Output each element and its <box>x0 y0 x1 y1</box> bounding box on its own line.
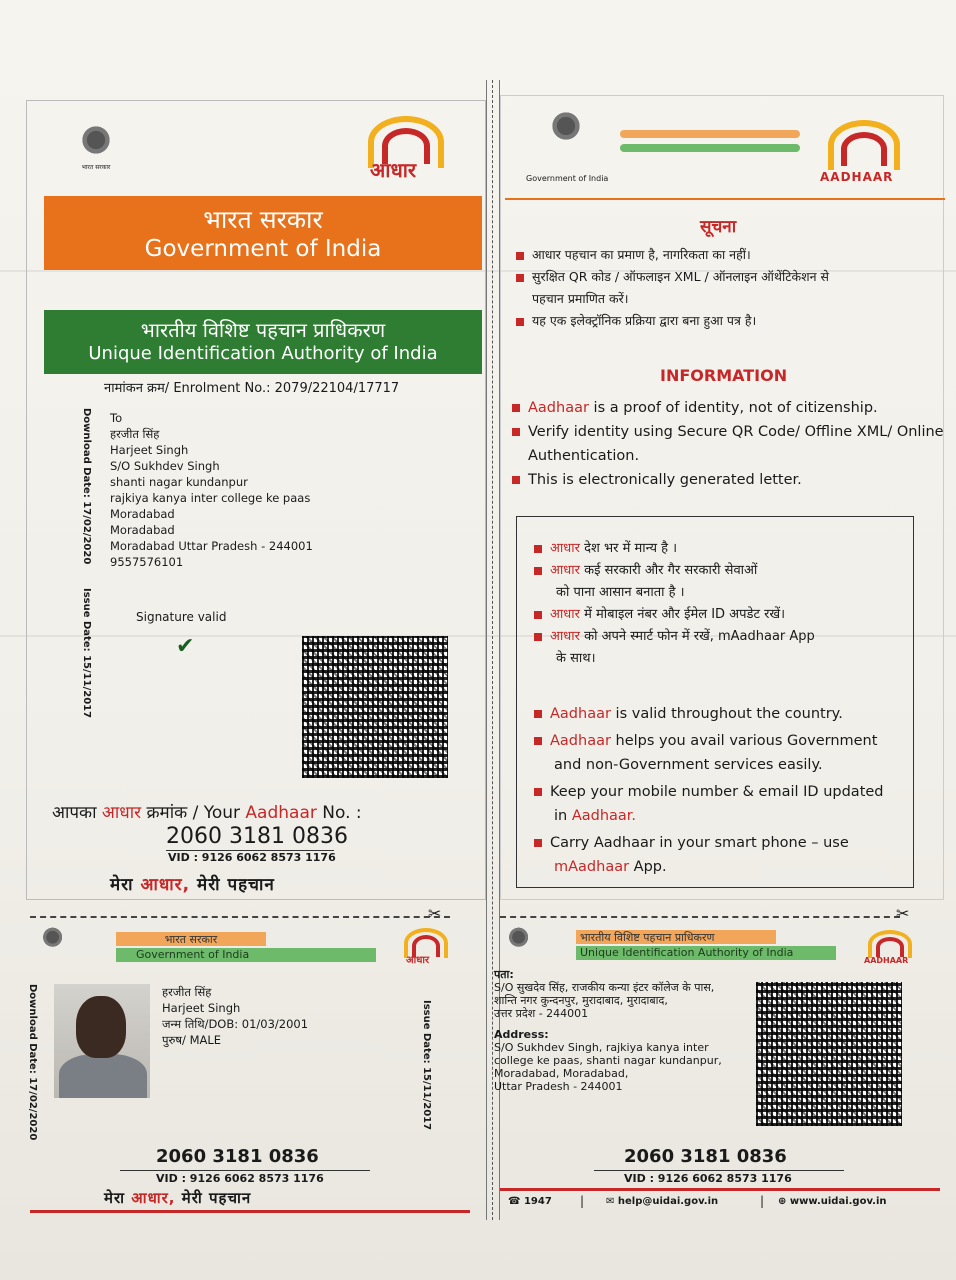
box-english-list: Aadhaar is valid throughout the country. Aadhaar helps you avail various Government and non-Government services easily. Keep your mobile number & email ID updated in Aadhaar. Carry Aadhaar in your smart phone – use mAadhaar App. <box>534 702 884 879</box>
aadhaar-logo: आधार <box>396 926 456 966</box>
information-list: Aadhaar is a proof of identity, not of citizenship. Verify identity using Secure QR Code/ Offline XML/ Online Authentication. This is electronically generated letter. <box>512 396 944 492</box>
number-underline <box>594 1170 844 1171</box>
header-line <box>505 198 945 200</box>
card-tagline: मेरा आधार, मेरी पहचान <box>104 1189 252 1207</box>
number-underline <box>120 1170 370 1171</box>
card-uidai-hi: भारतीय विशिष्ट पहचान प्राधिकरण <box>576 930 776 944</box>
vid-number: VID : 9126 6062 8573 1176 <box>168 851 336 864</box>
box-hindi-list: आधार देश भर में मान्य है । आधार कई सरकारी और गैर सरकारी सेवाओं को पाना आसान बनाता है । आधार में मोबाइल नंबर और ईमेल ID अपडेट रखें। आधार को अपने स्मार्ट फोन में रखें, mAadhaar App के साथ। <box>534 538 815 670</box>
footer-divider: | <box>580 1194 585 1208</box>
card-issue-date: Issue Date: 15/11/2017 <box>421 1000 432 1131</box>
ashoka-emblem-icon: भारत सरकार <box>78 124 114 176</box>
card-uidai-en: Unique Identification Authority of India <box>576 946 836 960</box>
ashoka-emblem-icon <box>506 926 531 962</box>
help-email: ✉ help@uidai.gov.in <box>606 1196 719 1207</box>
signature-status: Signature valid <box>136 610 227 624</box>
aadhaar-label: आपका आधार क्रमांक / Your Aadhaar No. : <box>52 803 362 823</box>
holder-photo <box>54 984 150 1098</box>
card-back-aadhaar-number: 2060 3181 0836 <box>624 1146 787 1167</box>
card-vid: VID : 9126 6062 8573 1176 <box>156 1172 324 1185</box>
aadhaar-logo: AADHAAR <box>860 928 920 968</box>
footer-divider: | <box>760 1194 765 1208</box>
ashoka-emblem-icon <box>40 926 65 962</box>
qr-code <box>302 636 448 778</box>
issue-date: Issue Date: 15/11/2017 <box>81 588 92 719</box>
card-back-vid: VID : 9126 6062 8573 1176 <box>624 1172 792 1185</box>
aadhaar-logo: आधार <box>352 112 462 182</box>
card-back-footer-line <box>500 1188 940 1191</box>
information-title: INFORMATION <box>660 366 788 385</box>
card-qr-code <box>756 982 902 1126</box>
globe-icon: ⊕ <box>778 1196 787 1207</box>
gov-band: भारत सरकार Government of India <box>44 196 482 270</box>
tagline: मेरा आधार, मेरी पहचान <box>110 875 275 895</box>
tricolor-stripe <box>620 144 800 152</box>
card-download-date: Download Date: 17/02/2020 <box>27 984 38 1141</box>
card-aadhaar-number: 2060 3181 0836 <box>156 1146 319 1167</box>
website: ⊕ www.uidai.gov.in <box>778 1196 887 1207</box>
download-date: Download Date: 17/02/2020 <box>81 408 92 565</box>
aadhaar-logo: AADHAAR <box>810 118 920 188</box>
card-gov-hi: भारत सरकार <box>116 932 266 946</box>
cut-line <box>30 916 450 918</box>
card-footer-line <box>30 1210 470 1213</box>
ashoka-emblem-icon <box>548 110 584 162</box>
card-holder-details: हरजीत सिंह Harjeet Singh जन्म तिथि/DOB: 01/03/2001 पुरुष/ MALE <box>162 985 309 1047</box>
checkmark-icon: ✔ <box>176 634 195 659</box>
phone-icon: ☎ <box>508 1196 521 1207</box>
scissors-icon: ✂ <box>428 904 442 923</box>
hindi-notice-list: आधार पहचान का प्रमाण है, नागरिकता का नहीं। सुरक्षित QR कोड / ऑफलाइन XML / ऑनलाइन ऑथेंटिकेशन से पहचान प्रमाणित करें। यह एक इलेक्ट्रॉनिक प्रक्रिया द्वारा बना हुआ पत्र है। <box>516 244 829 332</box>
mail-icon: ✉ <box>606 1196 615 1207</box>
uidai-band: भारतीय विशिष्ट पहचान प्राधिकरण Unique Identification Authority of India <box>44 310 482 374</box>
tricolor-stripe <box>620 130 800 138</box>
cut-line <box>500 916 900 918</box>
recipient-address: To हरजीत सिंह Harjeet Singh S/O Sukhdev Singh shanti nagar kundanpur rajkiya kanya inter college ke paas Moradabad Moradabad Moradabad Uttar Pradesh - 244001 9557576101 <box>110 411 313 569</box>
card-address-hindi: पता: S/O सुखदेव सिंह, राजकीय कन्या इंटर कॉलेज के पास, शान्ति नगर कुन्दनपुर, मुरादाबाद, मुरादाबाद, उत्तर प्रदेश - 244001 <box>494 968 715 1020</box>
emblem-caption: Government of India <box>526 174 609 183</box>
helpline: ☎ 1947 <box>508 1196 552 1207</box>
aadhaar-number: 2060 3181 0836 <box>166 824 348 849</box>
scissors-icon: ✂ <box>896 904 910 923</box>
enrolment-number: नामांकन क्रम/ Enrolment No.: 2079/22104/17717 <box>104 381 400 396</box>
suchna-title: सूचना <box>700 217 737 237</box>
card-address-english: Address: S/O Sukhdev Singh, rajkiya kanya inter college ke paas, shanti nagar kundanpur, Moradabad, Moradabad, Uttar Pradesh - 244001 <box>494 1028 722 1093</box>
card-gov-en: Government of India <box>116 948 376 962</box>
